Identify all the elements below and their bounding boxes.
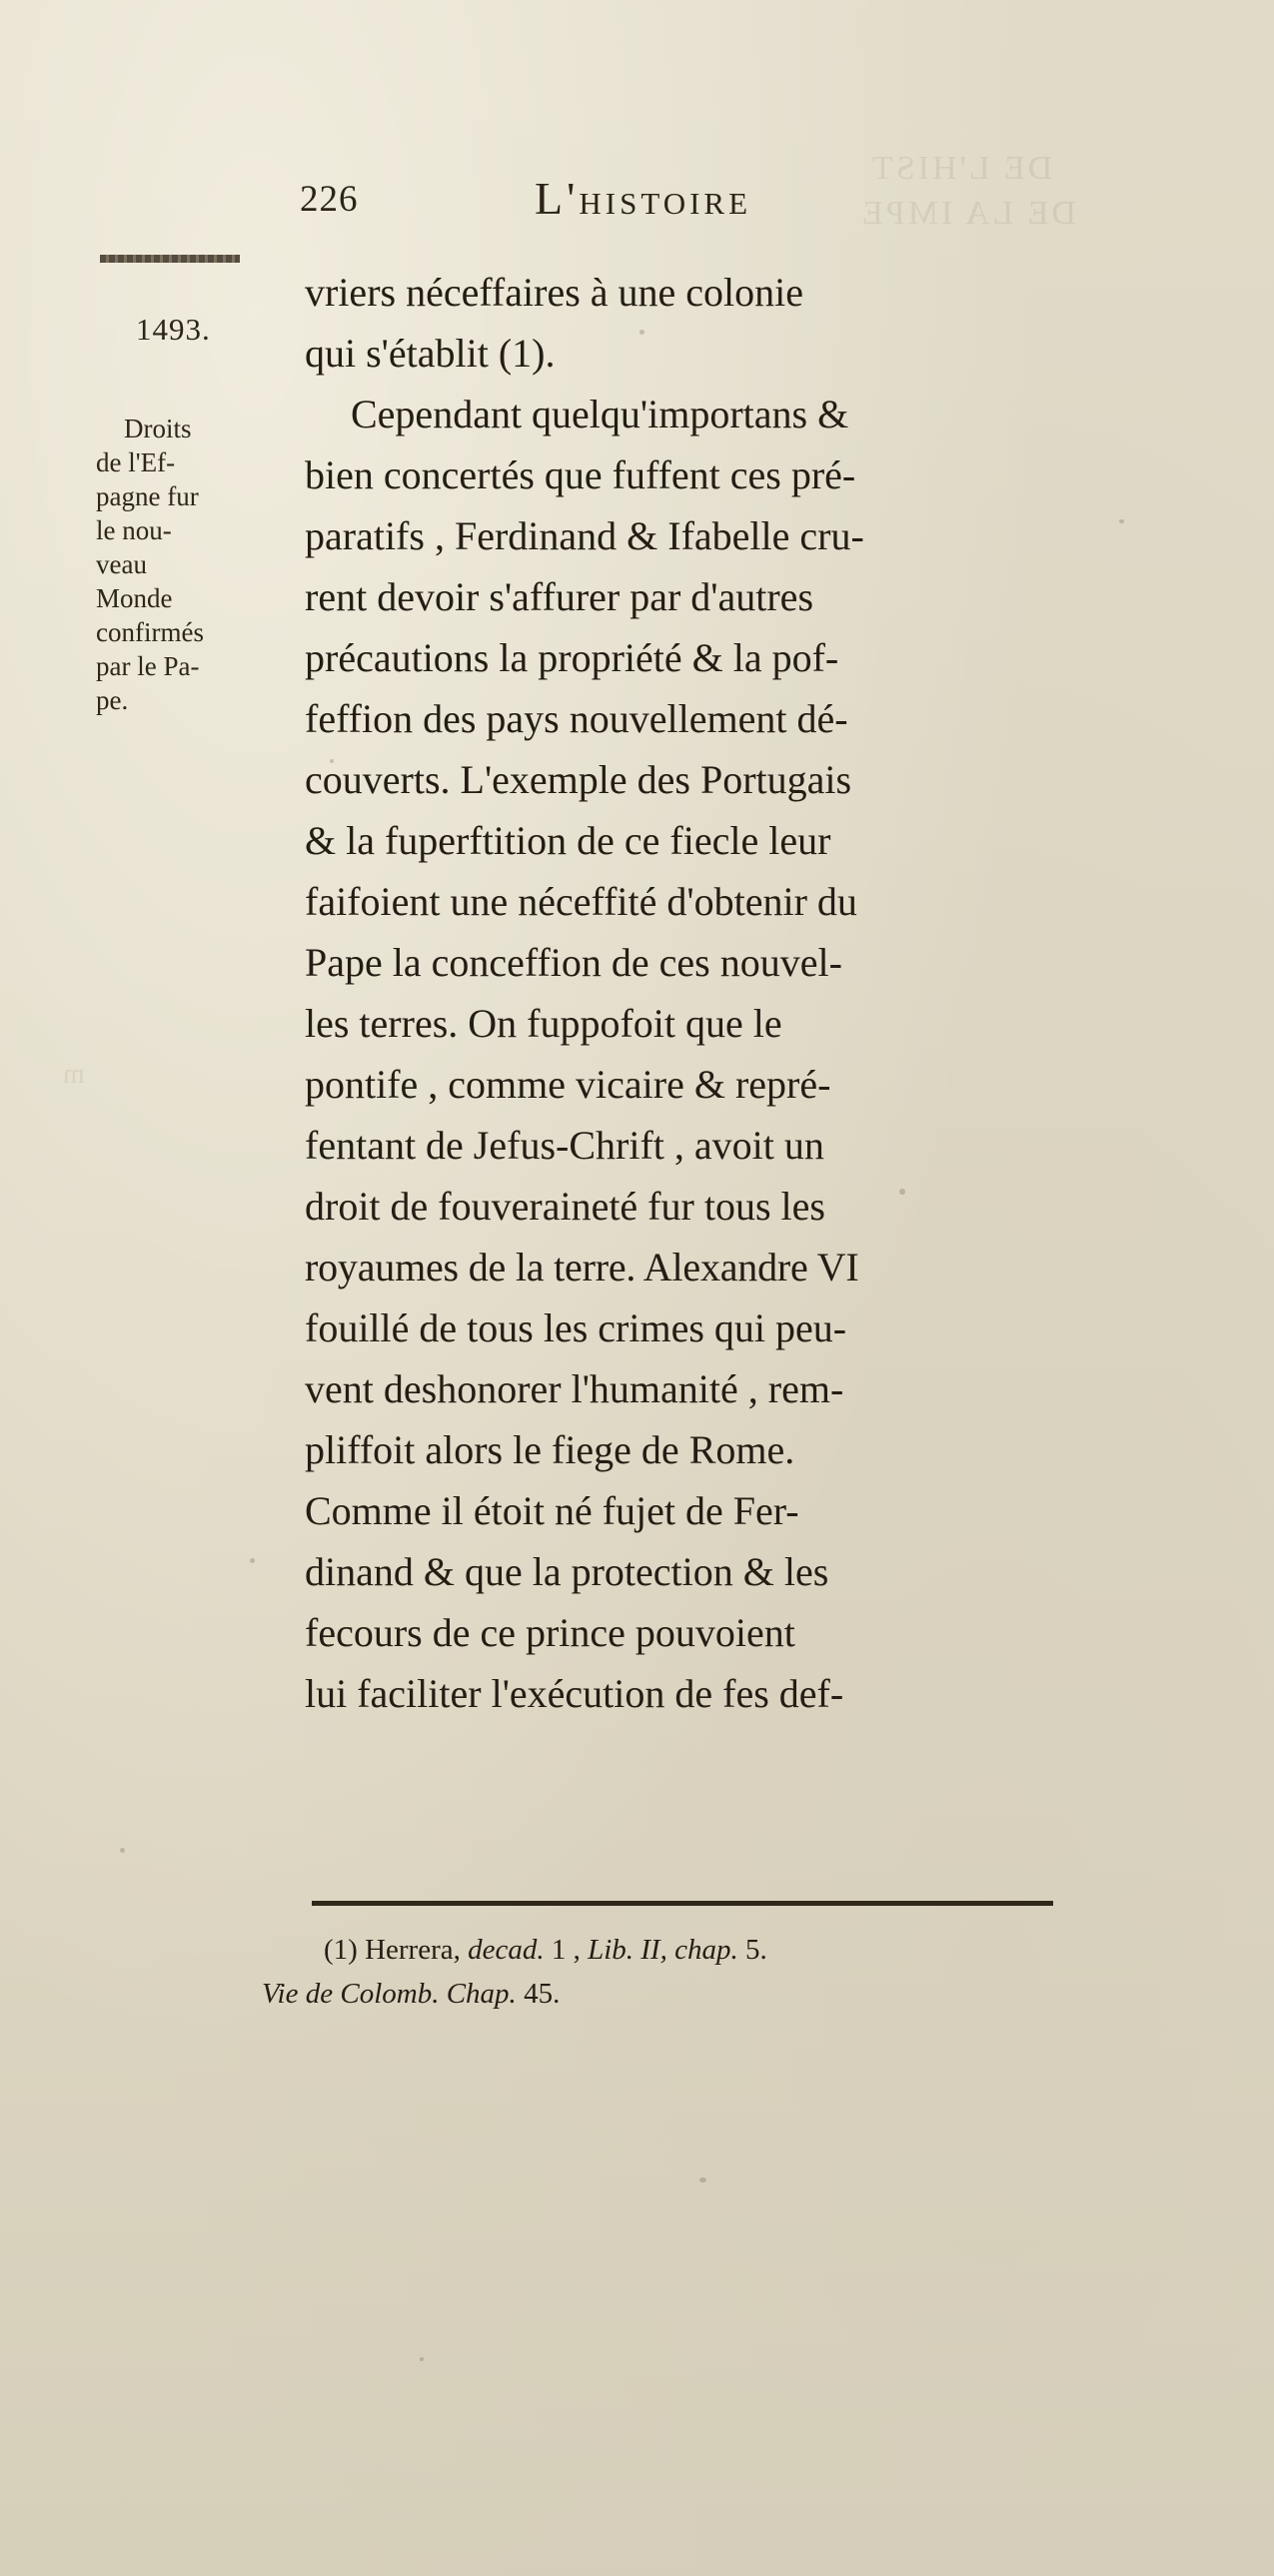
footnote-italic: Vie de Colomb. Chap.: [262, 1978, 517, 2010]
text-line: précautions la propriété & la pof-: [305, 635, 839, 680]
text-line: qui s'établit (1).: [305, 331, 556, 376]
marginal-note-line: Monde: [96, 583, 173, 613]
text-line: paratifs , Ferdinand & Ifabelle cru-: [305, 513, 864, 558]
text-line: bien concertés que fuffent ces pré-: [305, 452, 856, 497]
marginal-note-line: pagne fur: [96, 481, 199, 511]
marginal-year: 1493.: [136, 312, 211, 347]
footnote: [262, 1928, 1081, 2016]
body-text: [305, 262, 1064, 1724]
running-title-initial: L': [535, 173, 580, 224]
text-line: fouillé de tous les crimes qui peu-: [305, 1305, 847, 1350]
text-line: Cependant quelqu'importans &: [351, 392, 849, 436]
text-line: vriers néceffaires à une colonie: [305, 270, 804, 315]
text-line: pontife , comme vicaire & repré-: [305, 1062, 831, 1107]
text-line: & la fuperftition de ce fiecle leur: [305, 818, 831, 863]
text-line: feffion des pays nouvellement dé-: [305, 696, 848, 741]
text-line: fentant de Jefus-Chrift , avoit un: [305, 1123, 824, 1168]
marginal-note-line: Droits: [124, 414, 192, 443]
footnote-suffix: 5.: [737, 1934, 767, 1966]
text-line: Pape la conceffion de ces nouvel-: [305, 940, 842, 985]
text-line: pliffoit alors le fiege de Rome.: [305, 1427, 795, 1472]
page-number: 226: [300, 179, 359, 220]
bleed-through-text: m: [60, 1059, 85, 1090]
text-line: les terres. On fuppofoit que le: [305, 1001, 782, 1046]
running-title-rest: HISTOIRE: [579, 186, 752, 221]
text-line: couverts. L'exemple des Portugais: [305, 757, 852, 802]
footnote-suffix: 45.: [516, 1978, 561, 2010]
bleed-through-text: DE L'HIST: [869, 150, 1053, 187]
footnote-line: [262, 1972, 1081, 2016]
marginal-note-line: confirmés: [96, 617, 204, 647]
text-line: rent devoir s'affurer par d'autres: [305, 574, 814, 619]
text-line: droit de fouveraineté fur tous les: [305, 1184, 825, 1229]
margin-rule: [100, 255, 240, 263]
marginal-note: [96, 412, 296, 717]
text-line: vent deshonorer l'humanité , rem-: [305, 1366, 844, 1411]
text-line: Comme il étoit né fujet de Fer-: [305, 1488, 799, 1533]
text-line: lui faciliter l'exécution de fes def-: [305, 1671, 844, 1716]
footnote-reference: (1) Herrera,: [324, 1934, 469, 1966]
marginal-note-line: le nou-: [96, 515, 172, 545]
marginal-note-line: de l'Ef-: [96, 447, 176, 477]
running-title: [535, 172, 751, 225]
text-line: royaumes de la terre. Alexandre VI: [305, 1245, 859, 1289]
text-line: faifoient une néceffité d'obtenir du: [305, 879, 857, 924]
page-header: [300, 172, 1059, 222]
footnote-italic: decad.: [468, 1934, 545, 1966]
marginal-note-line: par le Pa-: [96, 651, 200, 681]
marginal-note-line: veau: [96, 549, 147, 579]
footnote-rule: [312, 1901, 1053, 1906]
text-line: dinand & que la protection & les: [305, 1549, 829, 1594]
footnote-italic: Lib. II, chap.: [588, 1934, 738, 1966]
footnote-line: [262, 1928, 1081, 1972]
marginal-note-line: pe.: [96, 685, 129, 715]
bleed-through-text: DE LA IMPE: [859, 195, 1076, 232]
text-line: fecours de ce prince pouvoient: [305, 1610, 795, 1655]
footnote-mid: 1 ,: [544, 1934, 589, 1966]
